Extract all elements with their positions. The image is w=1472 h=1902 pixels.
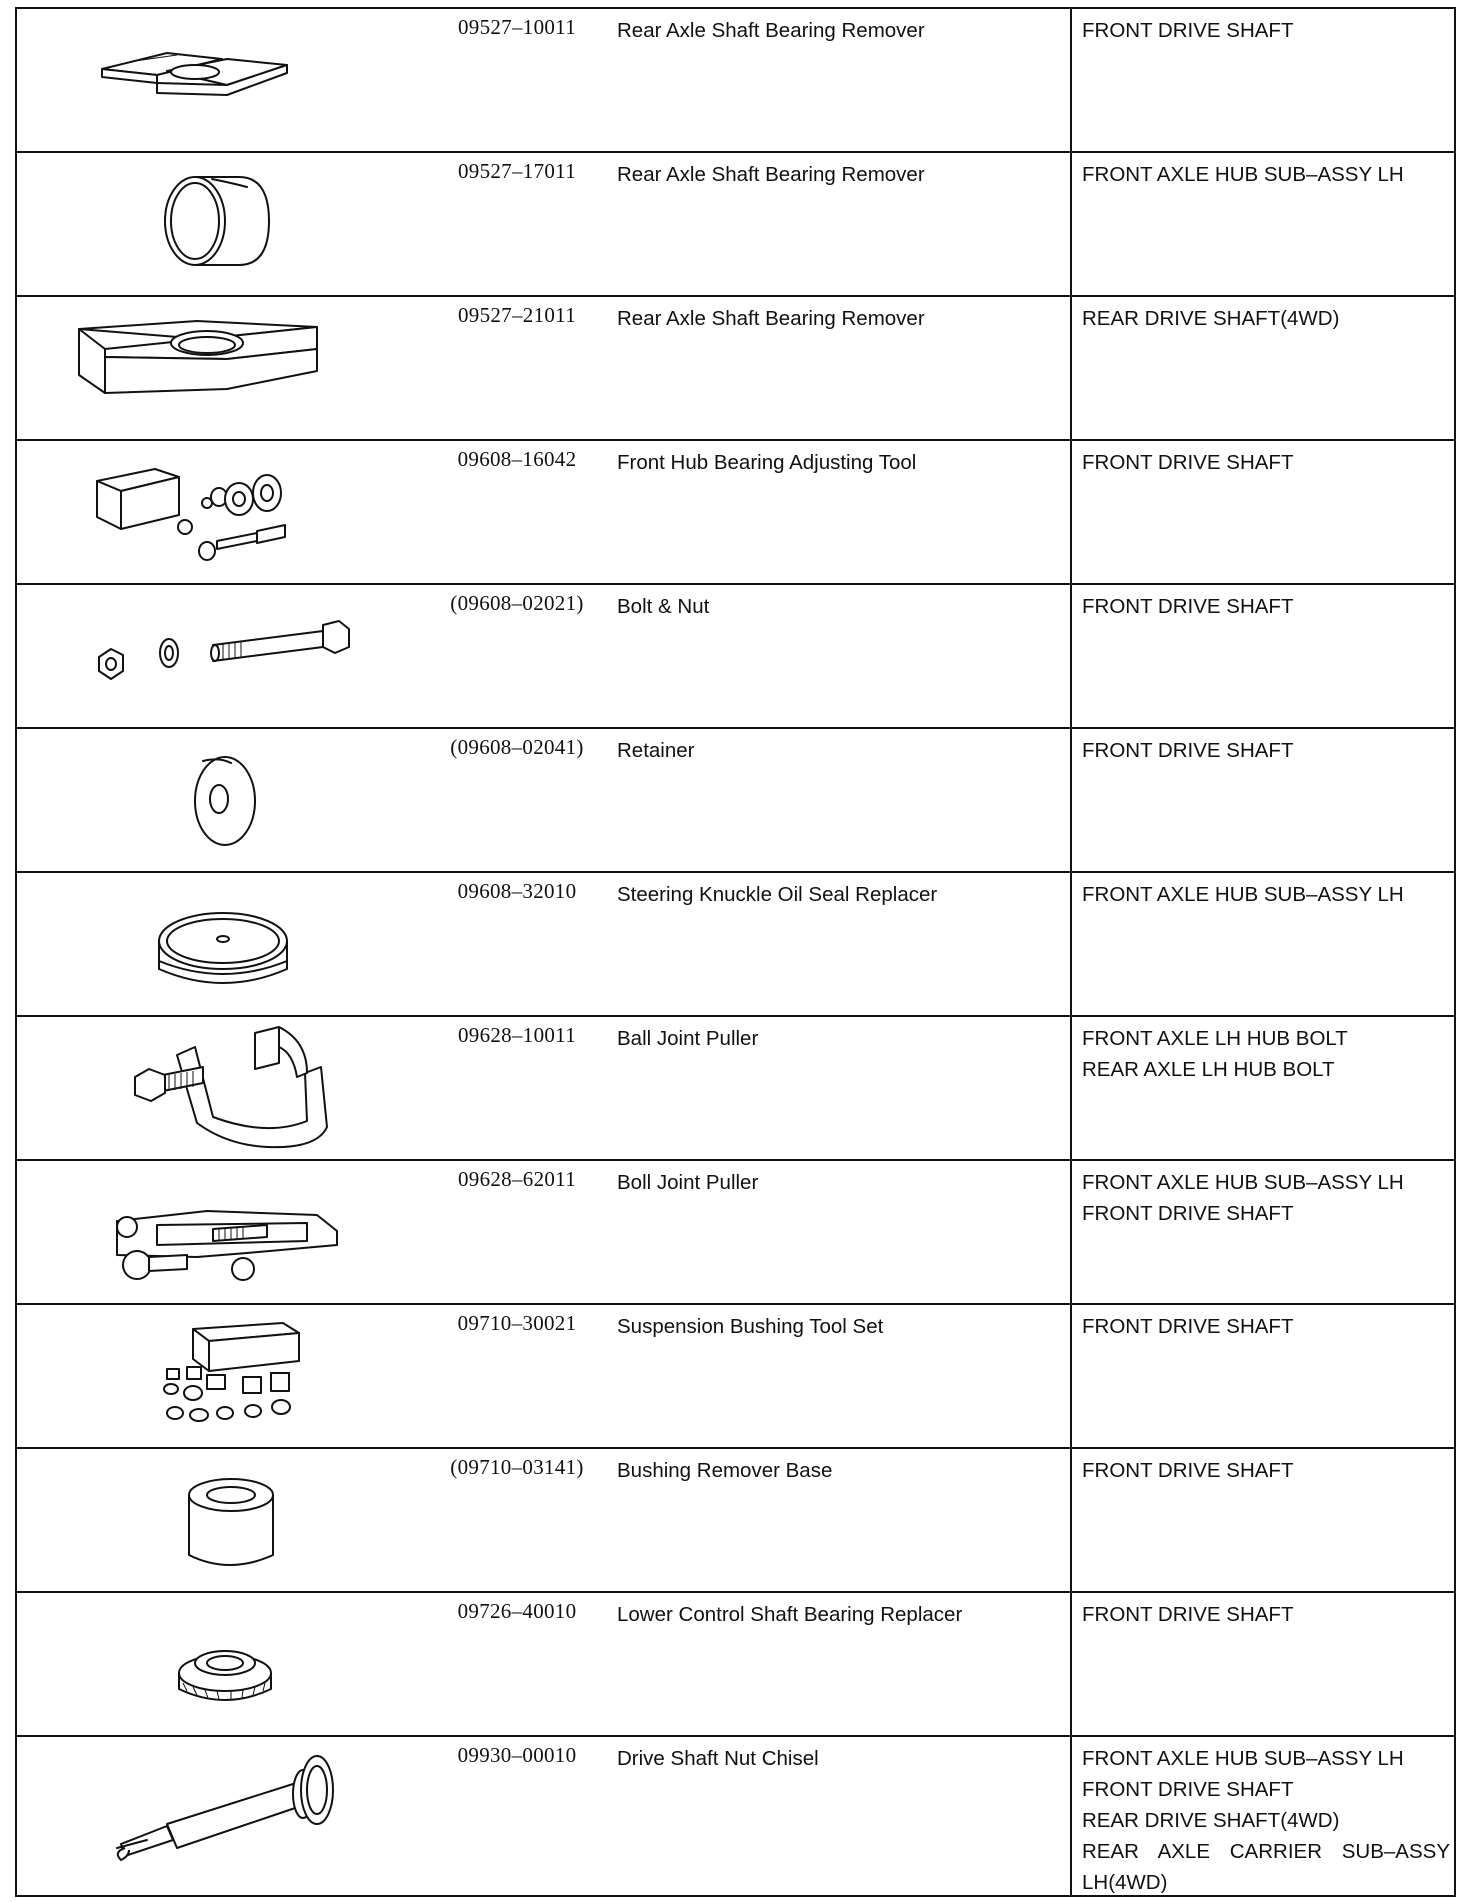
applies-line: REAR AXLE CARRIER SUB–ASSY [1082, 1840, 1450, 1863]
part-number: 09930–00010 [457, 1743, 577, 1767]
part-number: 09628–10011 [457, 1023, 577, 1047]
applies-line: FRONT AXLE HUB SUB–ASSY LH [1082, 163, 1404, 186]
column-divider [1070, 153, 1072, 295]
tool-name: Bushing Remover Base [617, 1459, 833, 1482]
threaded-ring-icon [17, 1593, 427, 1735]
tool-name: Bolt & Nut [617, 595, 710, 618]
applies-line: FRONT DRIVE SHAFT [1082, 595, 1294, 618]
table-row [17, 441, 1454, 585]
part-number: 09726–40010 [457, 1599, 577, 1623]
tool-name: Rear Axle Shaft Bearing Remover [617, 19, 925, 42]
chisel-icon [17, 1737, 427, 1895]
table-row [17, 1449, 1454, 1593]
table-row [17, 1305, 1454, 1449]
applies-to [1082, 1167, 1450, 1229]
applies-to [1082, 879, 1450, 910]
applies-line: REAR DRIVE SHAFT(4WD) [1082, 307, 1340, 330]
table-row [17, 1737, 1454, 1895]
table-row [17, 873, 1454, 1017]
column-divider [1070, 1161, 1072, 1303]
applies-line: REAR DRIVE SHAFT(4WD) [1082, 1809, 1340, 1832]
part-number: 09710–30021 [457, 1311, 577, 1335]
applies-line: FRONT AXLE HUB SUB–ASSY LH [1082, 1747, 1404, 1770]
tool-name: Suspension Bushing Tool Set [617, 1315, 884, 1338]
remover-base-icon [17, 1449, 427, 1591]
applies-line: FRONT DRIVE SHAFT [1082, 1778, 1294, 1801]
part-number: 09527–21011 [457, 303, 577, 327]
applies-to [1082, 1023, 1450, 1085]
tool-name: Rear Axle Shaft Bearing Remover [617, 307, 925, 330]
applies-line: FRONT DRIVE SHAFT [1082, 1202, 1294, 1225]
table-row [17, 9, 1454, 153]
applies-line: FRONT DRIVE SHAFT [1082, 1459, 1294, 1482]
part-number: (09710–03141) [450, 1455, 584, 1479]
boll-joint-puller-icon [17, 1161, 427, 1303]
tool-name: Drive Shaft Nut Chisel [617, 1747, 819, 1770]
washer-icon [17, 729, 427, 871]
tool-name: Steering Knuckle Oil Seal Replacer [617, 883, 938, 906]
applies-to [1082, 591, 1450, 622]
column-divider [1070, 1737, 1072, 1895]
column-divider [1070, 729, 1072, 871]
part-number: 09527–17011 [457, 159, 577, 183]
applies-line: LH(4WD) [1082, 1871, 1168, 1894]
applies-to [1082, 1599, 1450, 1630]
applies-line: FRONT DRIVE SHAFT [1082, 1315, 1294, 1338]
tool-name: Rear Axle Shaft Bearing Remover [617, 163, 925, 186]
seal-replacer-icon [17, 873, 427, 1015]
part-number: 09608–16042 [457, 447, 577, 471]
ball-joint-puller-icon [17, 1017, 427, 1159]
column-divider [1070, 1449, 1072, 1591]
part-number: (09608–02041) [450, 735, 584, 759]
applies-to [1082, 1311, 1450, 1342]
applies-line: FRONT DRIVE SHAFT [1082, 451, 1294, 474]
applies-line: FRONT DRIVE SHAFT [1082, 1603, 1294, 1626]
table-row [17, 729, 1454, 873]
column-divider [1070, 1017, 1072, 1159]
part-number: 09527–10011 [457, 15, 577, 39]
column-divider [1070, 297, 1072, 439]
tool-kit-box-icon [17, 441, 427, 583]
applies-line: FRONT AXLE LH HUB BOLT [1082, 1027, 1348, 1050]
applies-line: FRONT AXLE HUB SUB–ASSY LH [1082, 883, 1404, 906]
bolt-nut-icon [17, 585, 427, 727]
column-divider [1070, 1305, 1072, 1447]
special-tools-table [15, 7, 1456, 1897]
applies-to [1082, 303, 1450, 334]
tool-name: Retainer [617, 739, 695, 762]
part-number: 09628–62011 [457, 1167, 577, 1191]
table-row [17, 297, 1454, 441]
part-number: (09608–02021) [450, 591, 584, 615]
applies-to [1082, 1455, 1450, 1486]
cylinder-cup-icon [17, 153, 427, 295]
table-row [17, 153, 1454, 297]
large-split-plate-icon [17, 297, 427, 439]
column-divider [1070, 585, 1072, 727]
tool-name: Lower Control Shaft Bearing Replacer [617, 1603, 963, 1626]
table-row [17, 1593, 1454, 1737]
tool-name: Ball Joint Puller [617, 1027, 759, 1050]
applies-to [1082, 735, 1450, 766]
table-row [17, 1161, 1454, 1305]
bushing-tool-set-icon [17, 1305, 427, 1447]
split-plate-icon [17, 9, 427, 151]
part-number: 09608–32010 [457, 879, 577, 903]
column-divider [1070, 1593, 1072, 1735]
applies-line: FRONT DRIVE SHAFT [1082, 19, 1294, 42]
column-divider [1070, 9, 1072, 151]
applies-to [1082, 447, 1450, 478]
tool-name: Boll Joint Puller [617, 1171, 759, 1194]
applies-line: FRONT DRIVE SHAFT [1082, 739, 1294, 762]
applies-to [1082, 1743, 1450, 1898]
applies-to [1082, 15, 1450, 46]
table-row [17, 1017, 1454, 1161]
table-row [17, 585, 1454, 729]
applies-to [1082, 159, 1450, 190]
column-divider [1070, 441, 1072, 583]
column-divider [1070, 873, 1072, 1015]
tool-name: Front Hub Bearing Adjusting Tool [617, 451, 917, 474]
applies-line: FRONT AXLE HUB SUB–ASSY LH [1082, 1171, 1404, 1194]
applies-line: REAR AXLE LH HUB BOLT [1082, 1058, 1335, 1081]
